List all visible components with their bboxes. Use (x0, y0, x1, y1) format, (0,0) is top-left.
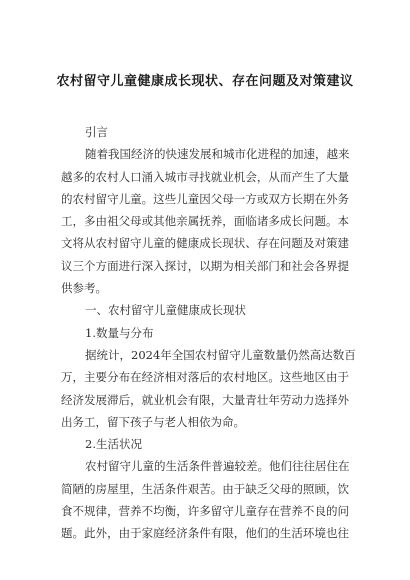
document-title: 农村留守儿童健康成长现状、存在问题及对策建议 (56, 74, 354, 89)
text-line: 越多的农村人口涌入城市寻找就业机会，从而产生了大量 (61, 169, 349, 184)
text-line: 一、农村留守儿童健康成长现状 (85, 303, 246, 318)
text-line: 的农村留守儿童。这些儿童因父母一方或双方长期在外务 (61, 191, 349, 206)
text-line: 议三个方面进行深入探讨，以期为相关部门和社会各界提 (61, 258, 349, 273)
text-line: 出务工，留下孩子与老人相依为命。 (61, 414, 245, 429)
text-line: 随着我国经济的快速发展和城市化进程的加速，越来 (85, 147, 350, 162)
text-line: 1.数量与分布 (85, 325, 154, 340)
text-line: 据统计，2024年全国农村留守儿童数量仍然高达数百 (85, 347, 356, 362)
text-line: 供参考。 (61, 281, 107, 296)
document-body (61, 121, 356, 545)
text-line: 引言 (85, 125, 108, 139)
text-line: 农村留守儿童的生活条件普遍较差。他们往往居住在 (85, 459, 350, 474)
text-line: 题。此外，由于家庭经济条件有限，他们的生活环境也往 (61, 526, 349, 541)
text-line: 简陋的房屋里，生活条件艰苦。由于缺乏父母的照顾，饮 (61, 481, 349, 496)
text-line: 万，主要分布在经济相对落后的农村地区。这些地区由于 (61, 370, 349, 385)
text-line: 经济发展滞后，就业机会有限，大量青壮年劳动力选择外 (61, 392, 349, 407)
text-line: 文将从农村留守儿童的健康成长现状、存在问题及对策建 (61, 236, 349, 251)
text-line: 工，多由祖父母或其他亲属抚养，面临诸多成长问题。本 (61, 214, 349, 229)
text-line: 食不规律，营养不均衡，许多留守儿童存在营养不良的问 (61, 504, 349, 519)
text-line: 2.生活状况 (85, 437, 142, 452)
